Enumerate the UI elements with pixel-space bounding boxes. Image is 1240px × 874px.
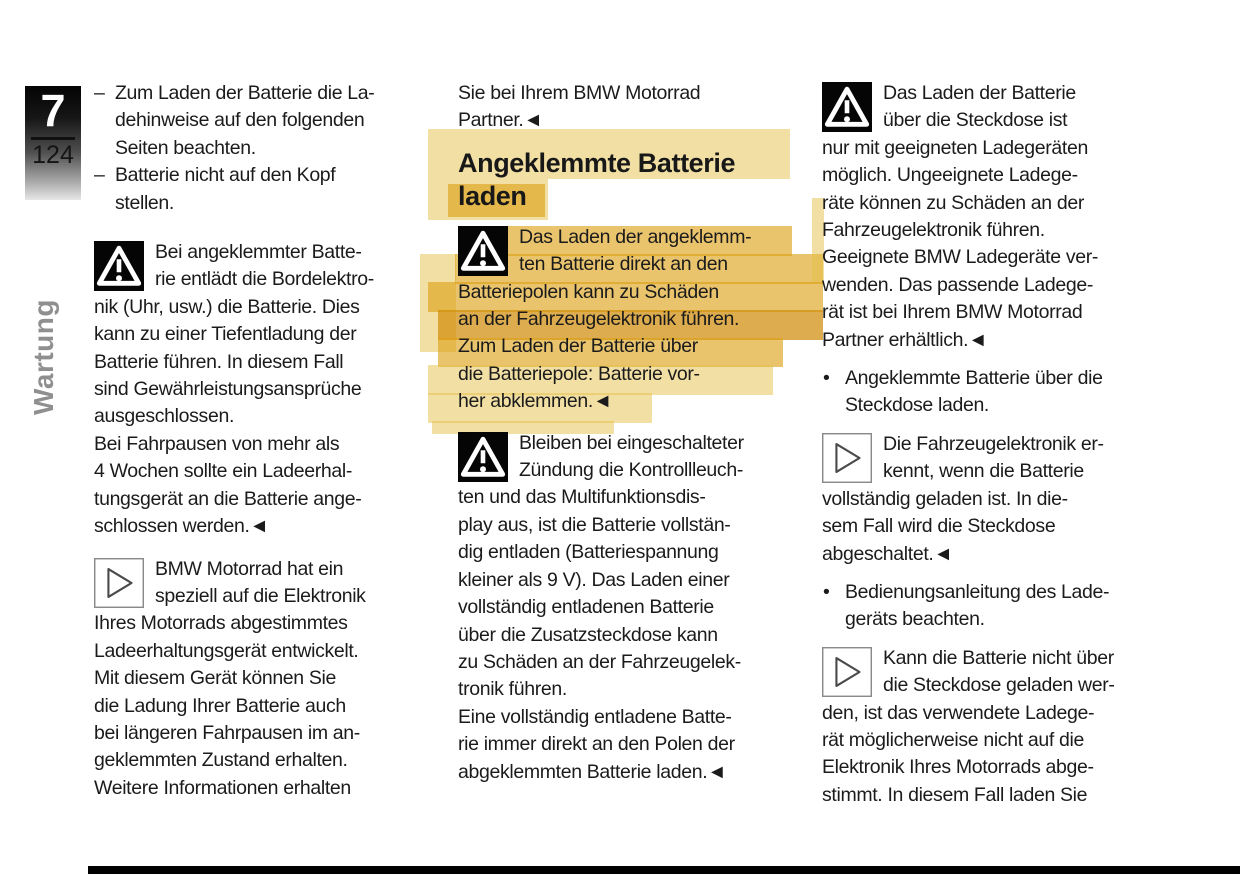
text-line: nur mit geeigneten Ladegeräten <box>822 136 1088 159</box>
chapter-number: 7 <box>40 85 66 136</box>
text-line: rät möglicherweise nicht auf die <box>822 728 1084 751</box>
text-line: abgeklemmten Batterie laden.◄ <box>458 760 727 783</box>
warning-block <box>458 430 806 786</box>
text-line: sind Gewährleistungsansprüche <box>94 378 362 401</box>
text-line: Bei angeklemmter Batte- <box>155 241 362 264</box>
text-line: kennt, wenn die Batterie <box>883 460 1084 483</box>
text-line: tronik führen. <box>458 678 567 701</box>
column-left <box>94 80 436 802</box>
text-line: stellen. <box>115 191 174 214</box>
text-line: tungsgerät an die Batterie ange- <box>94 487 362 510</box>
text-line: ten und das Multifunktionsdis- <box>458 486 706 509</box>
column-right <box>822 80 1166 809</box>
play-triangle-icon <box>822 433 872 483</box>
text-line: kann zu einer Tiefentladung der <box>94 323 357 346</box>
warning-triangle-icon <box>458 226 508 276</box>
chapter-divider <box>31 137 75 140</box>
text-line: Batterie nicht auf den Kopf <box>115 164 336 187</box>
text-line: räte können zu Schäden an der <box>822 191 1084 214</box>
play-triangle-icon <box>94 558 144 608</box>
bottom-rule <box>88 866 1240 874</box>
info-block <box>822 645 1166 809</box>
text-line: Steckdose laden. <box>845 394 990 417</box>
info-block <box>94 556 436 803</box>
text-line: möglich. Ungeeignete Ladege- <box>822 164 1078 187</box>
text-line: rie entlädt die Bordelektro- <box>155 268 374 291</box>
text-line: die Batteriepole: Batterie vor- <box>458 362 700 385</box>
text-line: Angeklemmte Batterie <box>458 147 736 178</box>
text-line: Mit diesem Gerät können Sie <box>94 667 337 690</box>
text-line: play aus, ist die Batterie vollstän- <box>458 513 731 536</box>
bullet-marker: • <box>823 580 830 603</box>
list-item <box>94 162 436 217</box>
text-line: Bleiben bei eingeschalteter <box>519 431 744 454</box>
text-line: Bei Fahrpausen von mehr als <box>94 432 340 455</box>
dash-marker: – <box>94 82 105 104</box>
side-label: Wartung <box>28 299 59 415</box>
text-line: dig entladen (Batteriespannung <box>458 541 719 564</box>
column-middle <box>458 80 806 786</box>
chapter-tab <box>25 86 81 200</box>
text-line: vollständig geladen ist. In die- <box>822 487 1068 510</box>
text-line: geräts beachten. <box>845 608 985 631</box>
text-line: Batteriepolen kann zu Schäden <box>458 280 719 303</box>
warning-block <box>94 239 436 540</box>
text-line: BMW Motorrad hat ein <box>155 557 344 580</box>
list-item <box>94 80 436 162</box>
warning-block <box>458 224 806 416</box>
text-line: Partner erhältlich.◄ <box>822 328 988 351</box>
text-line: laden <box>458 180 527 211</box>
text-line: Fahrzeugelektronik führen. <box>822 219 1045 242</box>
text-line: Ihres Motorrads abgestimmtes <box>94 612 348 635</box>
text-line: geklemmten Zustand erhalten. <box>94 749 348 772</box>
text-line: stimmt. In diesem Fall laden Sie <box>822 783 1088 806</box>
dash-marker: – <box>94 164 105 187</box>
text-line: dehinweise auf den folgenden <box>115 109 365 132</box>
bullet-marker: • <box>823 367 830 390</box>
text-line: ten Batterie direkt an den <box>519 253 728 276</box>
text-line: ausgeschlossen. <box>94 405 235 428</box>
text-line: Die Fahrzeugelektronik er- <box>883 432 1104 455</box>
text-line: Angeklemmte Batterie über die <box>845 367 1103 390</box>
section-heading <box>458 147 806 213</box>
text-line: den, ist das verwendete Ladege- <box>822 701 1095 724</box>
text-line: Eine vollständig entladene Batte- <box>458 705 732 728</box>
text-line: die Ladung Ihrer Batterie auch <box>94 694 346 717</box>
text-line: rät ist bei Ihrem BMW Motorrad <box>822 301 1083 324</box>
text-line: rie immer direkt an den Polen der <box>458 733 735 756</box>
text-line: her abklemmen.◄ <box>458 390 612 413</box>
heading-block <box>458 147 806 213</box>
warning-triangle-icon <box>94 241 144 291</box>
warning-block <box>822 80 1166 354</box>
text-line: sem Fall wird die Steckdose <box>822 515 1056 538</box>
text-line: über die Zusatzsteckdose kann <box>458 623 718 646</box>
text-line: bei längeren Fahrpausen im an- <box>94 721 360 744</box>
page-number: 124 <box>32 140 74 169</box>
text-line: über die Steckdose ist <box>883 109 1068 132</box>
text-line: vollständig entladenen Batterie <box>458 596 714 619</box>
text-line: Ladeerhaltungsgerät entwickelt. <box>94 639 359 662</box>
text-line: Das Laden der angeklemm- <box>519 225 752 248</box>
text-line: Zum Laden der Batterie die La- <box>115 82 375 104</box>
text-line: speziell auf die Elektronik <box>155 584 366 607</box>
text-line: Batterie führen. In diesem Fall <box>94 350 344 373</box>
text-line: Sie bei Ihrem BMW Motorrad <box>458 82 701 104</box>
para-block <box>458 80 806 135</box>
info-block <box>822 431 1166 568</box>
text-line: Das Laden der Batterie <box>883 82 1076 104</box>
text-line: Kann die Batterie nicht über <box>883 646 1114 669</box>
text-line: schlossen werden.◄ <box>94 515 269 538</box>
text-line: zu Schäden an der Fahrzeugelek- <box>458 650 741 673</box>
text-line: Elektronik Ihres Motorrads abge- <box>822 756 1094 779</box>
text-line: Seiten beachten. <box>115 136 256 159</box>
bullet-block <box>822 365 1166 420</box>
text-line: Geeignete BMW Ladegeräte ver- <box>822 246 1098 269</box>
text-line: Weitere Informationen erhalten <box>94 776 351 799</box>
text-line: die Steckdose geladen wer- <box>883 674 1115 697</box>
text-line: an der Fahrzeugelektronik führen. <box>458 308 740 331</box>
text-line: Partner.◄ <box>458 109 543 132</box>
text-line: abgeschaltet.◄ <box>822 542 953 565</box>
bullet-block <box>822 579 1166 634</box>
dash-list-block <box>94 80 436 217</box>
text-line: Bedienungsanleitung des Lade- <box>845 580 1110 603</box>
paragraph <box>458 80 806 135</box>
text-line: wenden. Das passende Ladege- <box>822 273 1093 296</box>
warning-triangle-icon <box>458 432 508 482</box>
warning-triangle-icon <box>822 82 872 132</box>
text-line: nik (Uhr, usw.) die Batterie. Dies <box>94 295 360 318</box>
text-line: 4 Wochen sollte ein Ladeerhal- <box>94 460 352 483</box>
play-triangle-icon <box>822 647 872 697</box>
text-line: kleiner als 9 V). Das Laden einer <box>458 568 730 591</box>
text-line: Zündung die Kontrollleuch- <box>519 459 743 482</box>
text-line: Zum Laden der Batterie über <box>458 335 698 358</box>
